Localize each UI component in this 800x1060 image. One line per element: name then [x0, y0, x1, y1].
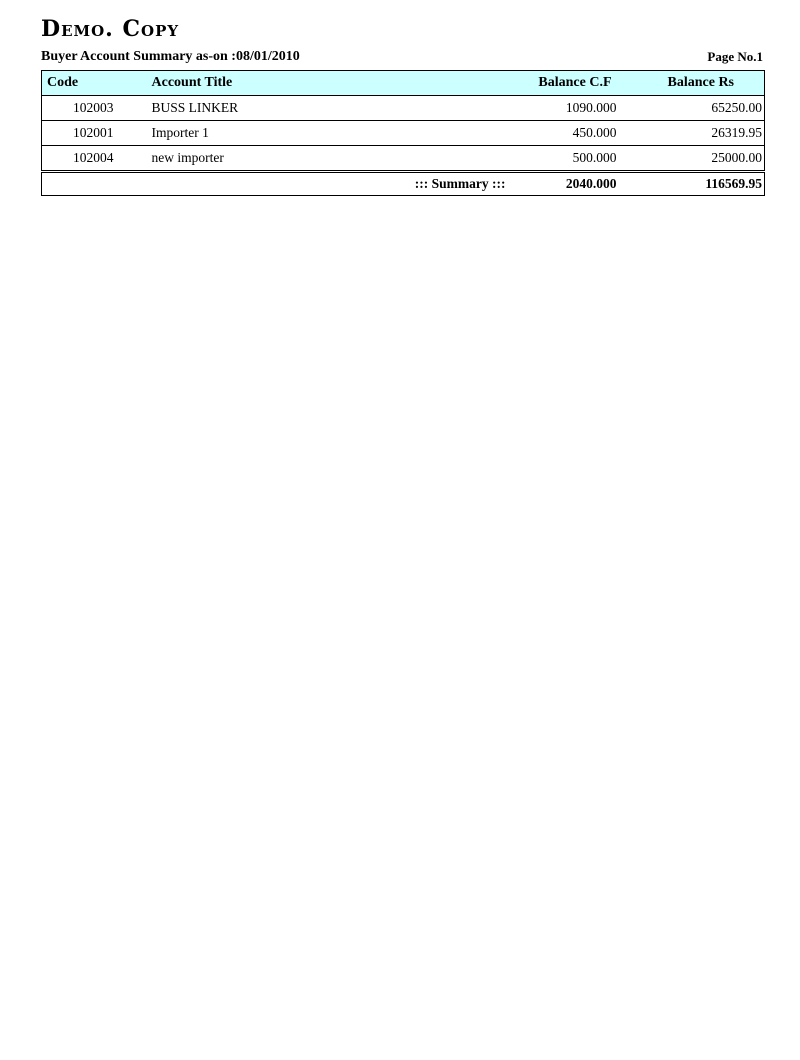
cell-balance-cf: 450.000 — [520, 121, 634, 146]
cell-balance-cf: 1090.000 — [520, 96, 634, 121]
table-row — [42, 121, 765, 146]
table-row — [42, 96, 765, 121]
cell-spacer — [430, 96, 520, 121]
summary-label: ::: Summary ::: — [152, 172, 520, 196]
account-summary-table — [41, 70, 765, 196]
page-number: Page No.1 — [707, 49, 763, 64]
cell-balance-cf: 500.000 — [520, 146, 634, 172]
column-header-balance-cf: Balance C.F — [520, 71, 634, 96]
cell-account-title: BUSS LINKER — [152, 96, 430, 121]
cell-code: 102004 — [42, 146, 152, 172]
summary-balance-rs: 116569.95 — [634, 172, 765, 196]
table-row — [42, 146, 765, 172]
cell-account-title: new importer — [152, 146, 430, 172]
summary-balance-cf: 2040.000 — [520, 172, 634, 196]
cell-account-title: Importer 1 — [152, 121, 430, 146]
summary-spacer — [42, 172, 152, 196]
column-header-code: Code — [42, 71, 152, 96]
cell-spacer — [430, 121, 520, 146]
cell-balance-rs: 25000.00 — [634, 146, 765, 172]
cell-code: 102001 — [42, 121, 152, 146]
column-header-balance-rs: Balance Rs — [634, 71, 765, 96]
report-title: Buyer Account Summary as-on :08/01/2010 — [41, 49, 300, 64]
column-header-spacer — [430, 71, 520, 96]
table-header-row — [42, 71, 765, 96]
company-name: Demo. Copy — [41, 16, 180, 42]
cell-spacer — [430, 146, 520, 172]
cell-code: 102003 — [42, 96, 152, 121]
column-header-account-title: Account Title — [152, 71, 430, 96]
summary-row — [42, 172, 765, 196]
cell-balance-rs: 65250.00 — [634, 96, 765, 121]
cell-balance-rs: 26319.95 — [634, 121, 765, 146]
